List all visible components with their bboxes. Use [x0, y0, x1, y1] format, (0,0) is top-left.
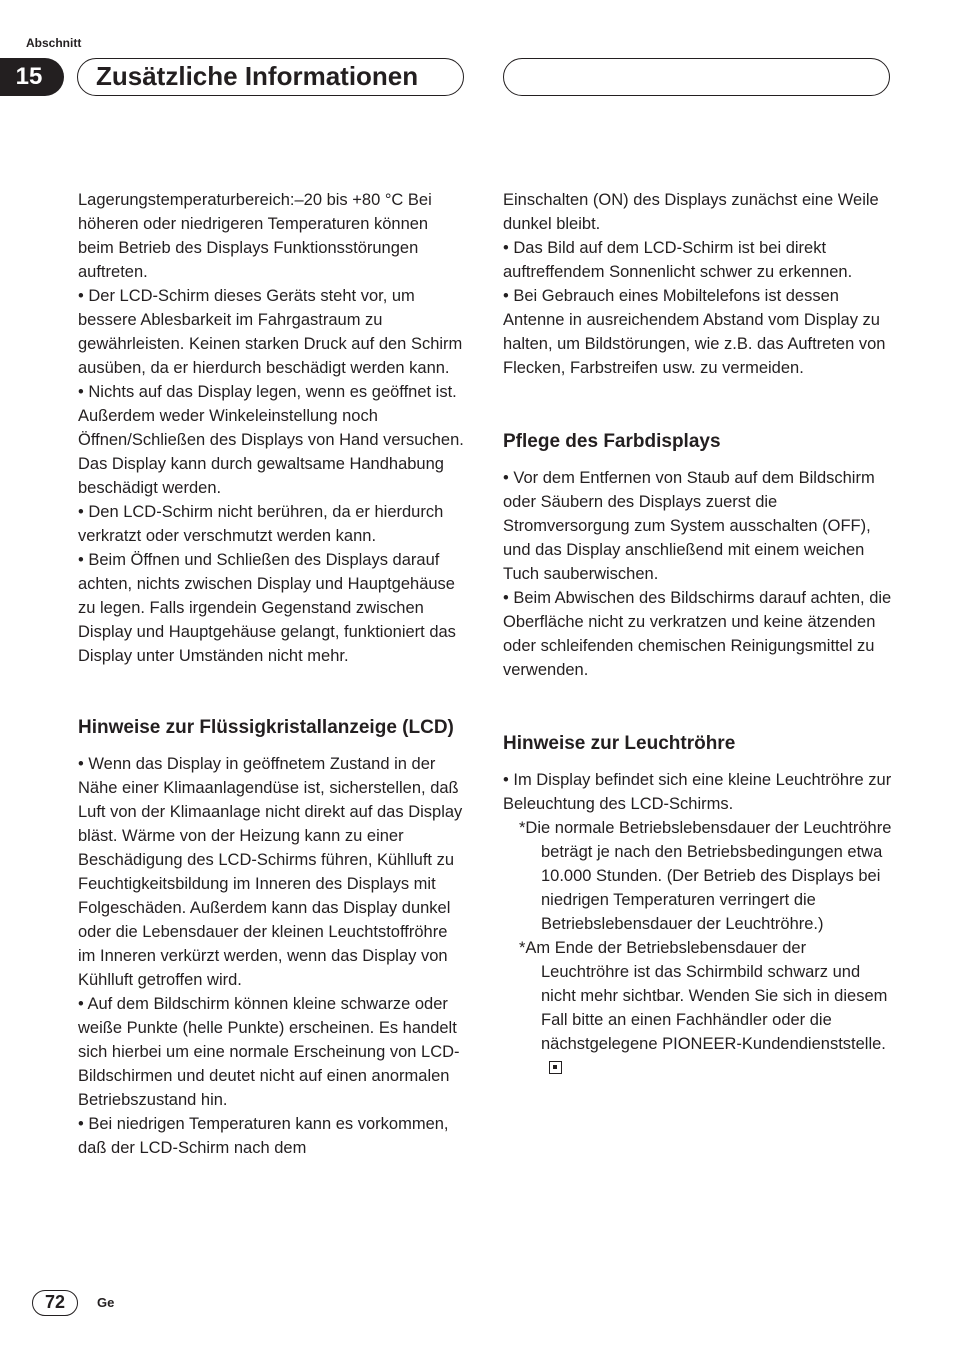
- bullet-wiping: • Beim Abwischen des Bildschirms darauf achten, die Oberfläche nicht zu verkratzen und keine ätzenden oder schleifenden chemischen Reinigungsmittel zu verwenden.: [503, 589, 892, 679]
- note-end-of-life: [503, 936, 898, 1080]
- bullet-mobile-phone: • Bei Gebrauch eines Mobiltelefons ist dessen Antenne in ausreichendem Abstand vom Display zu halten, um Bildstörungen, wie z.B. das Auftreten von Flecken, Farbstreifen usw. zu vermeiden.: [503, 287, 886, 377]
- left-column: [78, 188, 468, 1160]
- low-temp-continuation: Einschalten (ON) des Displays zunächst eine Weile dunkel bleibt.: [503, 191, 879, 233]
- bullet-open-close: • Beim Öffnen und Schließen des Displays darauf achten, nichts zwischen Display und Hauptgehäuse zu legen. Falls irgendein Gegenstand zwischen Display und Hauptgehäuse gelangt, funktioniert das Display unter Umständen nicht mehr.: [78, 551, 456, 665]
- bullet-lamp: • Im Display befindet sich eine kleine Leuchtröhre zur Beleuchtung des LCD-Schirms.: [503, 771, 892, 813]
- language-code: Ge: [97, 1295, 115, 1310]
- heading-care: Pflege des Farbdisplays: [503, 431, 721, 452]
- storage-temp-paragraph: Lagerungstemperaturbereich:–20 bis +80 °C Bei höheren oder niedrigeren Temperaturen können beim Betrieb des Displays Funktionsstörungen auftreten.: [78, 191, 432, 281]
- note-end-of-life-text: *Am Ende der Betriebslebensdauer der Leuchtröhre ist das Schirmbild schwarz und nicht mehr sichtbar. Wenden Sie sich in diesem Fall bitte an einen Fachhändler oder die nächstgelegene PIONEER-Kundendienststelle.: [519, 939, 888, 1053]
- bullet-protrusion: • Der LCD-Schirm dieses Geräts steht vor, um bessere Ablesbarkeit im Fahrgastraum zu gewährleisten. Keinen starken Druck auf den Schirm ausüben, da er hierdurch beschädigt werden kann.: [78, 287, 463, 377]
- header-empty-box: [503, 58, 890, 96]
- heading-lcd: Hinweise zur Flüssigkristallanzeige (LCD): [78, 717, 454, 738]
- note-lifetime: *Die normale Betriebslebensdauer der Leuchtröhre beträgt je nach den Betriebsbedingungen etwa 10.000 Stunden. (Der Betrieb des Displays bei niedrigen Temperaturen verringert die Betriebslebensdauer der Leuchtröhre.): [519, 819, 892, 933]
- bullet-sunlight: • Das Bild auf dem LCD-Schirm ist bei direkt auftreffendem Sonnenlicht schwer zu erkennen.: [503, 239, 853, 281]
- right-column: [503, 188, 898, 1080]
- chapter-title: Zusätzliche Informationen: [77, 58, 464, 96]
- bullet-dust: • Vor dem Entfernen von Staub auf dem Bildschirm oder Säubern des Displays zuerst die Stromversorgung zum System ausschalten (OFF), und das Display anschließend mit einem weichen Tuch sauberwischen.: [503, 469, 875, 583]
- stop-square-icon: [549, 1061, 562, 1074]
- bullet-air-vent: • Wenn das Display in geöffnetem Zustand in der Nähe einer Klimaanlagendüse ist, sicherstellen, daß Luft von der Klimaanlage nicht direkt auf das Display bläst. Wärme von der Heizung kann zu einer Beschädigung des LCD-Schirms führen, Kühlluft zu Feuchtigkeitsbildung im Inneren des Displays mit Folgeschäden. Außerdem kann das Display dunkel oder die Lebensdauer der kleinen Leuchtstoffröhre im Inneren verkürzt werden, wenn das Display von Kühlluft getroffen wird.: [78, 755, 463, 989]
- bullet-low-temp: • Bei niedrigen Temperaturen kann es vorkommen, daß der LCD-Schirm nach dem: [78, 1115, 449, 1157]
- heading-lamp: Hinweise zur Leuchtröhre: [503, 733, 736, 754]
- bullet-no-touch: • Den LCD-Schirm nicht berühren, da er hierdurch verkratzt oder verschmutzt werden kann.: [78, 503, 444, 545]
- bullet-no-objects: • Nichts auf das Display legen, wenn es geöffnet ist. Außerdem weder Winkeleinstellung noch Öffnen/Schließen des Displays von Hand versuchen. Das Display kann durch gewaltsame Handhabung beschädigt werden.: [78, 383, 464, 497]
- section-number-badge: 15: [0, 58, 64, 96]
- section-label: Abschnitt: [26, 36, 82, 50]
- page-number: 72: [32, 1290, 78, 1316]
- bullet-dots: • Auf dem Bildschirm können kleine schwarze oder weiße Punkte (helle Punkte) erscheinen. Es handelt sich hierbei um eine normale Erscheinung von LCD-Bildschirmen und deutet nicht auf einen anormalen Betriebszustand hin.: [78, 995, 460, 1109]
